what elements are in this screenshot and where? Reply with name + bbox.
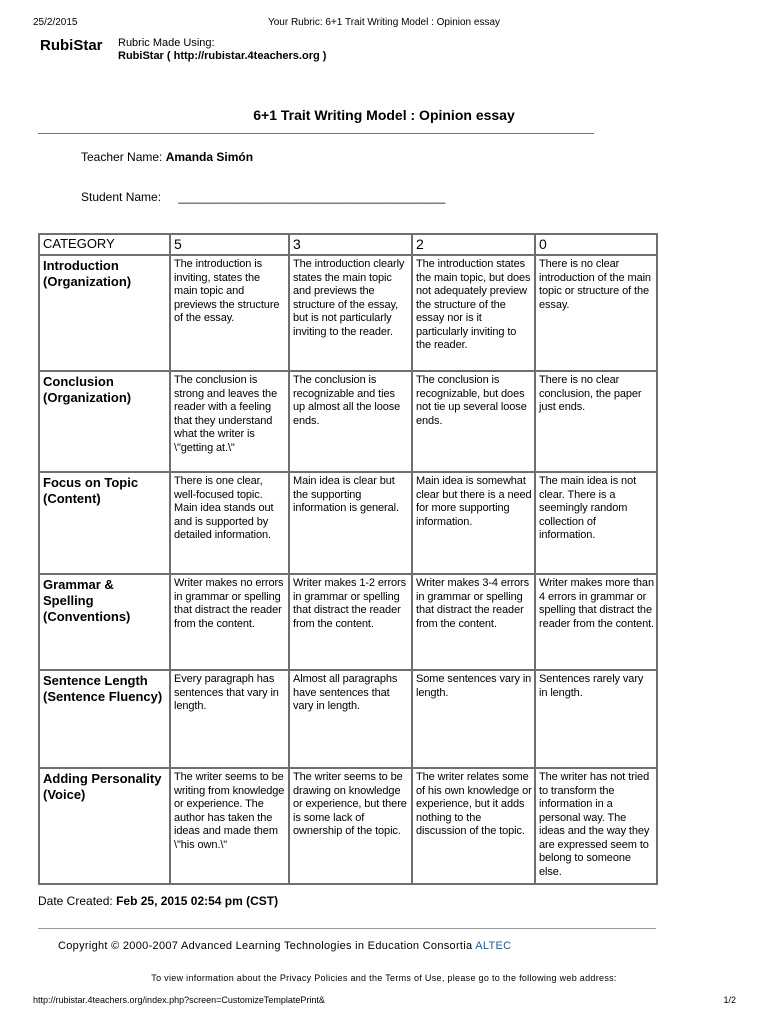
date-created-label: Date Created:	[38, 894, 113, 908]
title-divider	[38, 133, 594, 134]
rubric-row-sentence-length	[39, 670, 657, 768]
print-url: http://rubistar.4teachers.org/index.php?screen=CustomizeTemplatePrint&	[33, 995, 325, 1005]
criteria-cell: Writer makes no errors in grammar or spelling that distract the reader from the content.	[170, 574, 289, 670]
copyright-text: Copyright © 2000-2007 Advanced Learning Technologies in Education Consortia	[58, 940, 473, 952]
page-number: 1/2	[723, 995, 736, 1005]
rubric-row-adding-personality	[39, 768, 657, 884]
criteria-cell: Main idea is somewhat clear but there is a need for more supporting information.	[412, 472, 535, 574]
category-cell: Grammar & Spelling (Conventions)	[39, 574, 170, 670]
category-cell: Sentence Length (Sentence Fluency)	[39, 670, 170, 768]
rubric-row-introduction	[39, 255, 657, 371]
criteria-cell: Almost all paragraphs have sentences that vary in length.	[289, 670, 412, 768]
altec-link[interactable]: ALTEC	[475, 940, 512, 952]
privacy-notice: To view information about the Privacy Policies and the Terms of Use, please go to the following web address:	[151, 973, 617, 983]
category-header: CATEGORY	[39, 234, 170, 255]
made-using-label: Rubric Made Using:	[118, 37, 215, 49]
criteria-cell: The writer seems to be drawing on knowledge or experience, but there is some lack of ownership of the topic.	[289, 768, 412, 884]
criteria-cell: Writer makes 1-2 errors in grammar or spelling that distract the reader from the content.	[289, 574, 412, 670]
criteria-cell: Every paragraph has sentences that vary in length.	[170, 670, 289, 768]
criteria-cell: The introduction clearly states the main topic and previews the structure of the essay, but is not particularly inviting to the reader.	[289, 255, 412, 371]
criteria-cell: There is one clear, well-focused topic. Main idea stands out and is supported by detailed information.	[170, 472, 289, 574]
copyright-notice	[58, 940, 511, 952]
rubric-row-grammar-spelling	[39, 574, 657, 670]
criteria-cell: The writer relates some of his own knowledge or experience, but it adds nothing to the discussion of the topic.	[412, 768, 535, 884]
print-page-title: Your Rubric: 6+1 Trait Writing Model : Opinion essay	[267, 17, 501, 28]
criteria-cell: Some sentences vary in length.	[412, 670, 535, 768]
student-name-label: Student Name:	[81, 190, 162, 204]
score-header-2: 2	[412, 234, 535, 255]
criteria-cell: There is no clear conclusion, the paper just ends.	[535, 371, 657, 472]
criteria-cell: The writer seems to be writing from knowledge or experience. The author has taken the ideas and made them \"his own.\"	[170, 768, 289, 884]
teacher-name-field	[81, 150, 253, 164]
category-cell: Conclusion (Organization)	[39, 371, 170, 472]
criteria-cell: The introduction is inviting, states the main topic and previews the structure of the essay.	[170, 255, 289, 371]
criteria-cell: Sentences rarely vary in length.	[535, 670, 657, 768]
score-header-3: 3	[289, 234, 412, 255]
rubric-row-focus-on-topic	[39, 472, 657, 574]
criteria-cell: The conclusion is strong and leaves the reader with a feeling that they understand what the writer is \"getting at.\"	[170, 371, 289, 472]
student-name-blank: ________________________________________	[178, 190, 446, 204]
date-created-value: Feb 25, 2015 02:54 pm (CST)	[116, 894, 279, 908]
rubric-row-conclusion	[39, 371, 657, 472]
made-using-source: RubiStar ( http://rubistar.4teachers.org )	[118, 50, 327, 62]
teacher-name-label: Teacher Name:	[81, 150, 163, 164]
made-using-block	[118, 37, 326, 63]
score-header-0: 0	[535, 234, 657, 255]
category-cell: Focus on Topic (Content)	[39, 472, 170, 574]
rubric-header-row	[39, 234, 657, 255]
criteria-cell: The main idea is not clear. There is a seemingly random collection of information.	[535, 472, 657, 574]
criteria-cell: The conclusion is recognizable and ties up almost all the loose ends.	[289, 371, 412, 472]
category-cell: Introduction (Organization)	[39, 255, 170, 371]
score-header-5: 5	[170, 234, 289, 255]
criteria-cell: Writer makes more than 4 errors in grammar or spelling that distract the reader from the content.	[535, 574, 657, 670]
criteria-cell: The conclusion is recognizable, but does not tie up several loose ends.	[412, 371, 535, 472]
teacher-name-value: Amanda Simón	[165, 150, 254, 164]
student-name-field	[81, 190, 445, 204]
criteria-cell: The introduction states the main topic, but does not adequately preview the structure of the essay nor is it particularly inviting to the reader.	[412, 255, 535, 371]
rubric-title: 6+1 Trait Writing Model : Opinion essay	[253, 107, 515, 123]
rubistar-logo[interactable]: RubiStar	[40, 37, 103, 54]
date-created	[38, 894, 278, 908]
rubric-table	[38, 233, 658, 885]
criteria-cell: Main idea is clear but the supporting information is general.	[289, 472, 412, 574]
footer-divider	[38, 928, 656, 929]
criteria-cell: The writer has not tried to transform the information in a personal way. The ideas and the way they are expressed seem to belong to someone else.	[535, 768, 657, 884]
criteria-cell: Writer makes 3-4 errors in grammar or spelling that distract the reader from the content.	[412, 574, 535, 670]
category-cell: Adding Personality (Voice)	[39, 768, 170, 884]
criteria-cell: There is no clear introduction of the main topic or structure of the essay.	[535, 255, 657, 371]
print-date: 25/2/2015	[33, 17, 78, 28]
